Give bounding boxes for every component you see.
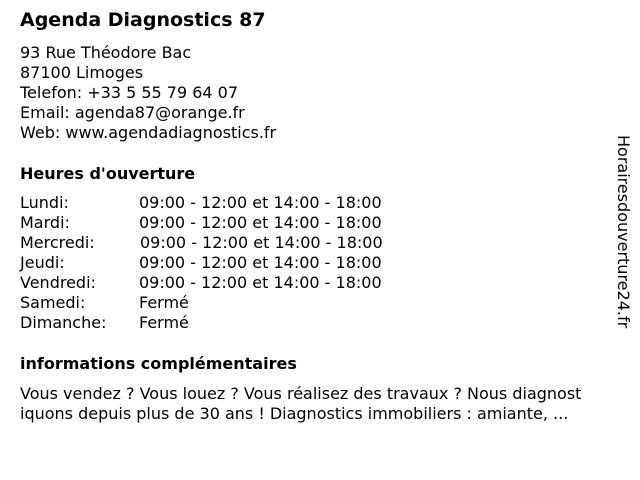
info-line: iquons depuis plus de 30 ans ! Diagnostics immobiliers : amiante, ... [20, 404, 569, 423]
contact-block [20, 43, 276, 143]
phone-number: Telefon: +33 5 55 79 64 07 [20, 83, 239, 102]
business-title: Agenda Diagnostics 87 [20, 9, 266, 31]
hours-row-saturday [20, 293, 383, 313]
hours-value: 09:00 - 12:00 et 14:00 - 18:00 [139, 253, 382, 272]
day-label: Lundi: [20, 193, 69, 212]
city-address: 87100 Limoges [20, 63, 144, 82]
email-address: Email: agenda87@orange.fr [20, 103, 245, 122]
hours-row-wednesday [20, 233, 383, 253]
hours-row-thursday [20, 253, 383, 273]
hours-value: 09:00 - 12:00 et 14:00 - 18:00 [140, 233, 383, 252]
hours-value: Fermé [139, 313, 189, 332]
day-label: Jeudi: [20, 253, 65, 272]
hours-value: 09:00 - 12:00 et 14:00 - 18:00 [139, 273, 382, 292]
day-label: Dimanche: [20, 313, 107, 332]
info-heading: informations complémentaires [20, 354, 297, 373]
hours-row-friday [20, 273, 383, 293]
hours-row-tuesday [20, 213, 383, 233]
day-label: Mardi: [20, 213, 70, 232]
hours-value: 09:00 - 12:00 et 14:00 - 18:00 [139, 193, 382, 212]
hours-heading: Heures d'ouverture [20, 164, 196, 183]
info-description [20, 384, 632, 424]
day-label: Samedi: [20, 293, 86, 312]
day-label: Vendredi: [20, 273, 96, 292]
site-watermark: Horairesdouverture24.fr [614, 135, 633, 329]
day-label: Mercredi: [20, 233, 95, 252]
info-line: Vous vendez ? Vous louez ? Vous réalisez des travaux ? Nous diagnost [20, 384, 582, 403]
hours-row-monday [20, 193, 383, 213]
hours-row-sunday [20, 313, 383, 333]
website: Web: www.agendadiagnostics.fr [20, 123, 277, 142]
hours-value: 09:00 - 12:00 et 14:00 - 18:00 [139, 213, 382, 232]
street-address: 93 Rue Théodore Bac [20, 43, 192, 62]
opening-hours-table [20, 193, 383, 333]
hours-value: Fermé [139, 293, 189, 312]
